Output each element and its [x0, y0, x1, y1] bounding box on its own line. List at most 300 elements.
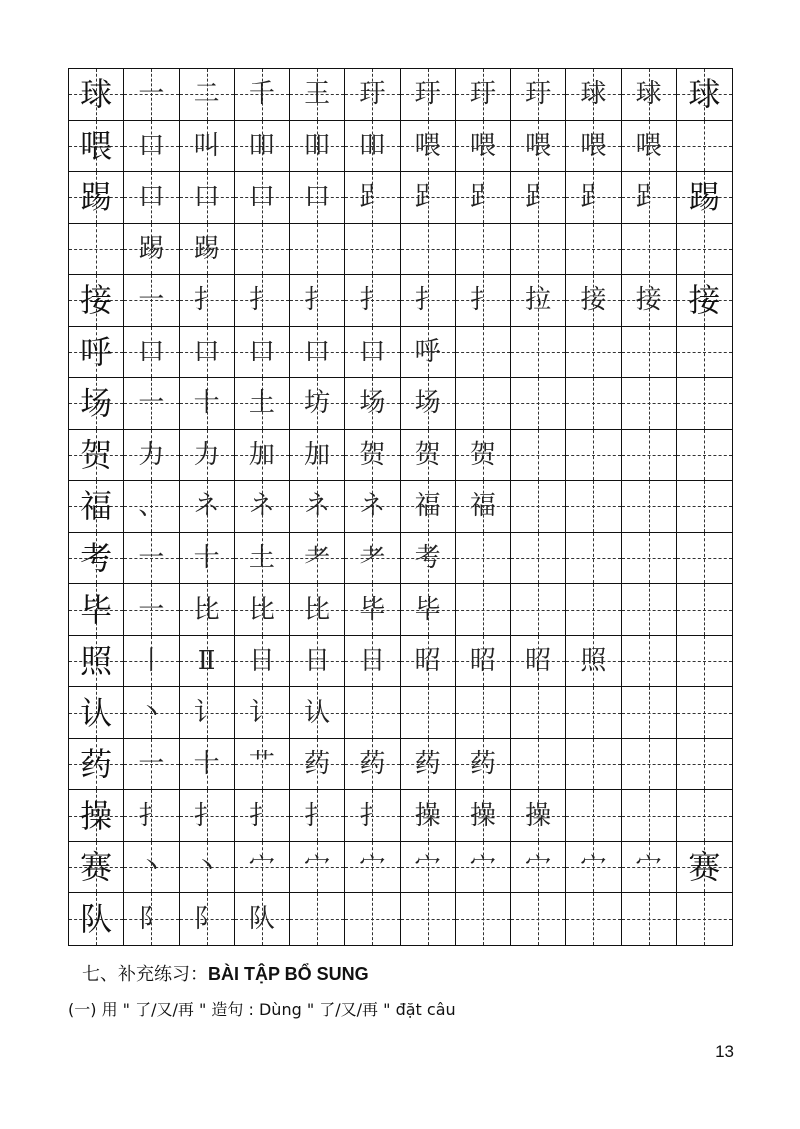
- practice-character: 口: [193, 336, 220, 367]
- practice-character: 昭: [525, 646, 552, 677]
- stroke-step-cell: [290, 121, 345, 173]
- stroke-step-cell: [456, 224, 511, 276]
- stroke-step-cell: [456, 584, 511, 636]
- stroke-step-cell: [622, 533, 677, 585]
- practice-character: 喂: [580, 130, 607, 161]
- stroke-step-cell: [180, 275, 235, 327]
- stroke-step-cell: [622, 687, 677, 739]
- practice-character: 扌: [304, 285, 331, 316]
- practice-character: 口: [359, 336, 386, 367]
- practice-character: 口: [138, 130, 165, 161]
- practice-character: 认: [80, 693, 113, 732]
- stroke-step-cell: [345, 739, 400, 791]
- practice-character: 宀: [469, 852, 496, 883]
- practice-character: 、: [138, 491, 165, 522]
- stroke-step-cell: [290, 172, 345, 224]
- stroke-step-cell: [290, 275, 345, 327]
- stroke-step-cell: [401, 739, 456, 791]
- practice-character: 接: [80, 281, 113, 320]
- practice-character-cell: [69, 739, 124, 791]
- stroke-step-cell: [290, 327, 345, 379]
- practice-character: 福: [80, 487, 113, 526]
- practice-character: 一: [138, 285, 165, 316]
- practice-character: 𧾷: [580, 182, 607, 213]
- practice-character: 操: [80, 796, 113, 835]
- practice-character: 讠: [193, 697, 220, 728]
- stroke-step-cell: [345, 842, 400, 894]
- stroke-step-cell: [511, 481, 566, 533]
- practice-character: 日: [248, 646, 275, 677]
- stroke-step-cell: [124, 687, 179, 739]
- stroke-step-cell: [401, 172, 456, 224]
- practice-character: 比: [193, 594, 220, 625]
- stroke-step-cell: [290, 687, 345, 739]
- stroke-step-cell: [124, 378, 179, 430]
- stroke-step-cell: [511, 533, 566, 585]
- practice-character: 喂: [525, 130, 552, 161]
- stroke-step-cell: [622, 327, 677, 379]
- stroke-step-cell: [566, 121, 621, 173]
- stroke-step-cell: [290, 533, 345, 585]
- practice-character: 比: [248, 594, 275, 625]
- stroke-step-cell: [401, 687, 456, 739]
- section-heading-chinese: 七、补充练习：: [82, 964, 208, 985]
- practice-character: 加: [248, 439, 275, 470]
- stroke-step-cell: [622, 121, 677, 173]
- stroke-step-cell: [511, 275, 566, 327]
- practice-character: 接: [688, 281, 721, 320]
- stroke-step-cell: [677, 121, 732, 173]
- stroke-step-cell: [566, 687, 621, 739]
- stroke-step-cell: [511, 378, 566, 430]
- practice-character: 赛: [688, 848, 721, 887]
- stroke-step-cell: [622, 69, 677, 121]
- practice-character: 扌: [193, 285, 220, 316]
- practice-character: 药: [414, 749, 441, 780]
- practice-character: 扌: [138, 800, 165, 831]
- stroke-step-cell: [180, 378, 235, 430]
- stroke-step-cell: [566, 69, 621, 121]
- stroke-step-cell: [345, 584, 400, 636]
- stroke-step-cell: [235, 533, 290, 585]
- practice-character: 吅: [359, 130, 386, 161]
- practice-character: 扌: [359, 800, 386, 831]
- stroke-step-cell: [677, 584, 732, 636]
- stroke-step-cell: [622, 893, 677, 945]
- practice-character: 福: [414, 491, 441, 522]
- stroke-step-cell: [401, 533, 456, 585]
- stroke-step-cell: [456, 636, 511, 688]
- practice-character-cell: [69, 584, 124, 636]
- practice-character-cell: [69, 69, 124, 121]
- practice-character: 𧾷: [525, 182, 552, 213]
- practice-character: 一: [138, 388, 165, 419]
- stroke-step-cell: [124, 790, 179, 842]
- practice-character: 玗: [359, 79, 386, 110]
- practice-character: 力: [193, 439, 220, 470]
- stroke-step-cell: [401, 275, 456, 327]
- practice-character: 接: [635, 285, 662, 316]
- stroke-step-cell: [456, 430, 511, 482]
- practice-character-cell: [69, 481, 124, 533]
- practice-character: 阝: [193, 904, 220, 935]
- practice-character: 队: [80, 900, 113, 939]
- stroke-step-cell: [511, 430, 566, 482]
- stroke-step-cell: [511, 224, 566, 276]
- practice-character: 王: [304, 79, 331, 110]
- practice-character: 宀: [635, 852, 662, 883]
- practice-character: ネ: [359, 491, 386, 522]
- practice-character: 丨: [138, 646, 165, 677]
- stroke-step-cell: [401, 69, 456, 121]
- practice-character: 吅: [248, 130, 275, 161]
- practice-character-cell: [69, 172, 124, 224]
- stroke-step-cell: [180, 224, 235, 276]
- practice-character: 照: [580, 646, 607, 677]
- practice-character: 球: [580, 79, 607, 110]
- practice-character: Ⅱ: [197, 646, 216, 677]
- practice-character: 赛: [80, 848, 113, 887]
- stroke-step-cell: [124, 275, 179, 327]
- practice-character: 丶: [138, 852, 165, 883]
- stroke-step-cell: [345, 430, 400, 482]
- stroke-step-cell: [124, 430, 179, 482]
- practice-character: 贺: [469, 439, 496, 470]
- practice-character: 扌: [193, 800, 220, 831]
- practice-character: 喂: [80, 126, 113, 165]
- practice-character: 毕: [414, 594, 441, 625]
- stroke-step-cell: [345, 533, 400, 585]
- stroke-step-cell: [180, 430, 235, 482]
- practice-character: 土: [248, 543, 275, 574]
- stroke-step-cell: [511, 687, 566, 739]
- practice-character: 药: [359, 749, 386, 780]
- stroke-step-cell: [235, 327, 290, 379]
- practice-character-cell: [69, 842, 124, 894]
- stroke-step-cell: [566, 327, 621, 379]
- stroke-step-cell: [235, 584, 290, 636]
- practice-character: 扌: [414, 285, 441, 316]
- stroke-step-cell: [511, 121, 566, 173]
- stroke-step-cell: [124, 69, 179, 121]
- stroke-step-cell: [401, 481, 456, 533]
- stroke-step-cell: [401, 790, 456, 842]
- practice-character: 玗: [525, 79, 552, 110]
- stroke-step-cell: [235, 842, 290, 894]
- practice-character: 拉: [525, 285, 552, 316]
- practice-character: 操: [469, 800, 496, 831]
- practice-character: 口: [138, 336, 165, 367]
- stroke-step-cell: [124, 172, 179, 224]
- stroke-step-cell: [180, 842, 235, 894]
- stroke-step-cell: [677, 275, 732, 327]
- practice-character: 宀: [580, 852, 607, 883]
- practice-character-cell: [69, 327, 124, 379]
- practice-character: 昭: [414, 646, 441, 677]
- practice-character: 扌: [248, 285, 275, 316]
- stroke-step-cell: [677, 533, 732, 585]
- stroke-step-cell: [677, 687, 732, 739]
- practice-character: 玗: [414, 79, 441, 110]
- practice-character: ネ: [248, 491, 275, 522]
- stroke-step-cell: [566, 533, 621, 585]
- practice-character: 一: [138, 749, 165, 780]
- stroke-step-cell: [290, 790, 345, 842]
- practice-character: 一: [138, 79, 165, 110]
- stroke-step-cell: [511, 636, 566, 688]
- stroke-step-cell: [180, 327, 235, 379]
- practice-character: 口: [193, 182, 220, 213]
- stroke-step-cell: [566, 790, 621, 842]
- practice-character: ネ: [304, 491, 331, 522]
- stroke-step-cell: [622, 481, 677, 533]
- stroke-step-cell: [566, 224, 621, 276]
- stroke-step-cell: [235, 378, 290, 430]
- stroke-step-cell: [566, 430, 621, 482]
- practice-character: 踢: [688, 178, 721, 217]
- practice-character: 日: [359, 646, 386, 677]
- stroke-step-cell: [401, 224, 456, 276]
- stroke-step-cell: [290, 842, 345, 894]
- practice-character: 十: [193, 749, 220, 780]
- stroke-step-cell: [622, 636, 677, 688]
- stroke-step-cell: [511, 842, 566, 894]
- stroke-step-cell: [180, 893, 235, 945]
- practice-character: 毕: [80, 590, 113, 629]
- stroke-step-cell: [566, 893, 621, 945]
- stroke-step-cell: [235, 121, 290, 173]
- stroke-step-cell: [180, 790, 235, 842]
- stroke-step-cell: [124, 121, 179, 173]
- practice-character: 十: [193, 388, 220, 419]
- stroke-step-cell: [180, 172, 235, 224]
- practice-character: 药: [304, 749, 331, 780]
- stroke-step-cell: [401, 842, 456, 894]
- stroke-step-cell: [456, 533, 511, 585]
- stroke-step-cell: [566, 481, 621, 533]
- stroke-step-cell: [235, 790, 290, 842]
- stroke-step-cell: [456, 121, 511, 173]
- practice-character-cell: [69, 790, 124, 842]
- stroke-step-cell: [456, 275, 511, 327]
- stroke-step-cell: [677, 636, 732, 688]
- page-number: 13: [715, 1042, 734, 1061]
- practice-character: 𧾷: [414, 182, 441, 213]
- practice-character: 扌: [304, 800, 331, 831]
- practice-character: 宀: [304, 852, 331, 883]
- stroke-step-cell: [622, 172, 677, 224]
- stroke-step-cell: [511, 172, 566, 224]
- stroke-step-cell: [456, 69, 511, 121]
- stroke-step-cell: [401, 893, 456, 945]
- stroke-step-cell: [401, 378, 456, 430]
- practice-character-cell: [69, 636, 124, 688]
- practice-character: 𧾷: [635, 182, 662, 213]
- stroke-step-cell: [677, 842, 732, 894]
- stroke-step-cell: [566, 275, 621, 327]
- stroke-step-cell: [124, 481, 179, 533]
- practice-character: 队: [248, 904, 275, 935]
- stroke-step-cell: [180, 687, 235, 739]
- stroke-step-cell: [345, 687, 400, 739]
- stroke-step-cell: [622, 739, 677, 791]
- stroke-step-cell: [622, 430, 677, 482]
- practice-character-cell: [69, 378, 124, 430]
- practice-character: 耂: [304, 543, 331, 574]
- practice-character: 场: [359, 388, 386, 419]
- stroke-step-cell: [290, 584, 345, 636]
- section-heading: [82, 960, 369, 986]
- stroke-step-cell: [180, 69, 235, 121]
- practice-character: 喂: [469, 130, 496, 161]
- practice-character: 讠: [248, 697, 275, 728]
- stroke-step-cell: [124, 224, 179, 276]
- stroke-step-cell: [456, 172, 511, 224]
- practice-character: 一: [138, 543, 165, 574]
- practice-character: 口: [138, 182, 165, 213]
- stroke-step-cell: [566, 842, 621, 894]
- practice-character: 球: [635, 79, 662, 110]
- stroke-step-cell: [345, 69, 400, 121]
- stroke-step-cell: [235, 224, 290, 276]
- stroke-step-cell: [456, 327, 511, 379]
- stroke-step-cell: [456, 739, 511, 791]
- stroke-step-cell: [622, 790, 677, 842]
- practice-character: 玗: [469, 79, 496, 110]
- stroke-step-cell: [622, 842, 677, 894]
- practice-character: 踢: [193, 233, 220, 264]
- stroke-step-cell: [290, 224, 345, 276]
- practice-character-cell: [69, 893, 124, 945]
- practice-character: 扌: [359, 285, 386, 316]
- stroke-step-cell: [235, 893, 290, 945]
- practice-character: 丶: [138, 697, 165, 728]
- stroke-step-cell: [124, 893, 179, 945]
- stroke-step-cell: [677, 327, 732, 379]
- stroke-step-cell: [180, 584, 235, 636]
- stroke-step-cell: [401, 584, 456, 636]
- practice-character: 𧾷: [359, 182, 386, 213]
- stroke-step-cell: [235, 687, 290, 739]
- practice-character-cell: [69, 121, 124, 173]
- practice-character: 口: [248, 336, 275, 367]
- stroke-step-cell: [677, 69, 732, 121]
- stroke-step-cell: [677, 378, 732, 430]
- section-heading-vietnamese: BÀI TẬP BỔ SUNG: [208, 964, 369, 984]
- practice-character: 喂: [414, 130, 441, 161]
- stroke-step-cell: [235, 636, 290, 688]
- stroke-step-cell: [290, 430, 345, 482]
- stroke-step-cell: [622, 584, 677, 636]
- practice-character: 考: [80, 539, 113, 578]
- stroke-step-cell: [235, 430, 290, 482]
- practice-character-cell: [69, 687, 124, 739]
- stroke-step-cell: [180, 533, 235, 585]
- practice-character: 贺: [80, 435, 113, 474]
- stroke-step-cell: [290, 481, 345, 533]
- practice-character: 十: [193, 543, 220, 574]
- stroke-step-cell: [124, 584, 179, 636]
- stroke-step-cell: [124, 533, 179, 585]
- stroke-step-cell: [180, 636, 235, 688]
- stroke-step-cell: [124, 327, 179, 379]
- practice-character: 口: [304, 182, 331, 213]
- stroke-step-cell: [235, 739, 290, 791]
- practice-character: 呼: [80, 332, 113, 371]
- practice-character-cell: [69, 275, 124, 327]
- stroke-step-cell: [566, 636, 621, 688]
- stroke-step-cell: [345, 224, 400, 276]
- practice-character: 口: [248, 182, 275, 213]
- stroke-step-cell: [456, 687, 511, 739]
- stroke-step-cell: [677, 739, 732, 791]
- stroke-step-cell: [345, 636, 400, 688]
- stroke-step-cell: [456, 842, 511, 894]
- practice-character: 踢: [80, 178, 113, 217]
- practice-character: 药: [80, 745, 113, 784]
- practice-character: 喂: [635, 130, 662, 161]
- stroke-step-cell: [566, 172, 621, 224]
- practice-character: 球: [688, 75, 721, 114]
- stroke-step-cell: [456, 378, 511, 430]
- stroke-step-cell: [345, 327, 400, 379]
- stroke-step-cell: [235, 69, 290, 121]
- practice-character: 认: [304, 697, 331, 728]
- stroke-step-cell: [290, 739, 345, 791]
- practice-character: 接: [580, 285, 607, 316]
- stroke-step-cell: [345, 378, 400, 430]
- practice-character: 昭: [469, 646, 496, 677]
- stroke-step-cell: [290, 893, 345, 945]
- practice-character: 扌: [248, 800, 275, 831]
- stroke-step-cell: [180, 481, 235, 533]
- stroke-step-cell: [456, 790, 511, 842]
- practice-character: 力: [138, 439, 165, 470]
- stroke-step-cell: [401, 430, 456, 482]
- stroke-step-cell: [456, 481, 511, 533]
- practice-character: 场: [80, 384, 113, 423]
- practice-character: ネ: [193, 491, 220, 522]
- practice-character-cell: [69, 224, 124, 276]
- practice-character: 宀: [359, 852, 386, 883]
- stroke-step-cell: [511, 69, 566, 121]
- stroke-step-cell: [345, 893, 400, 945]
- stroke-step-cell: [235, 275, 290, 327]
- stroke-step-cell: [401, 636, 456, 688]
- practice-character: 呼: [414, 336, 441, 367]
- practice-character: 阝: [138, 904, 165, 935]
- practice-character: 毕: [359, 594, 386, 625]
- stroke-step-cell: [345, 121, 400, 173]
- stroke-step-cell: [677, 224, 732, 276]
- stroke-step-cell: [511, 327, 566, 379]
- practice-character: 吅: [304, 130, 331, 161]
- stroke-step-cell: [677, 893, 732, 945]
- stroke-step-cell: [124, 636, 179, 688]
- practice-character-cell: [69, 430, 124, 482]
- stroke-step-cell: [511, 584, 566, 636]
- practice-character: 宀: [414, 852, 441, 883]
- practice-character: 艹: [248, 749, 275, 780]
- practice-character: 宀: [525, 852, 552, 883]
- stroke-step-cell: [511, 739, 566, 791]
- character-practice-grid: [68, 68, 733, 946]
- stroke-step-cell: [511, 893, 566, 945]
- stroke-step-cell: [345, 481, 400, 533]
- practice-character: 照: [80, 642, 113, 681]
- practice-character: 一: [138, 594, 165, 625]
- stroke-step-cell: [124, 739, 179, 791]
